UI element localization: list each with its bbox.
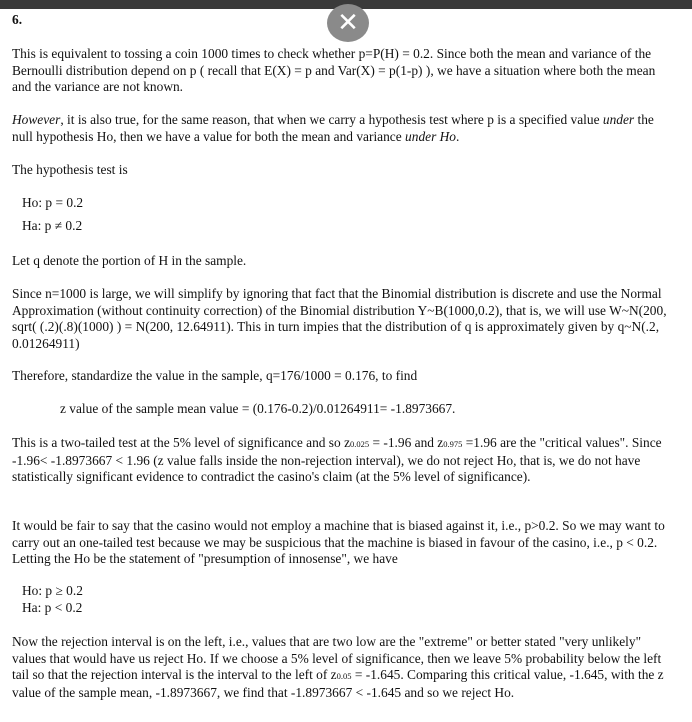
subscript-005: 0.05 [336,671,352,682]
paragraph-two-tailed [12,435,672,486]
however-text-2: , it is also true, for the same reason, that when we carry a hypothesis test where p is a specified value [60,112,603,127]
subscript-0025: 0.025 [350,439,370,449]
alt-hypothesis-1: Ha: p ≠ 0.2 [22,218,83,233]
under-ho-text: under Ho [405,128,457,144]
paragraph-test-intro: The hypothesis test is [12,162,128,177]
subscript-0975: 0.975 [443,439,463,449]
null-hypothesis-1: Ho: p = 0.2 [22,195,84,210]
z-value-equation: z value of the sample mean value = (0.176-0.2)/0.01264911= -1.8973667. [60,401,456,416]
two-tailed-text-2: = -1.96 and z [369,435,444,450]
paragraph-standardize: Therefore, standardize the value in the sample, q=176/1000 = 0.176, to find [12,368,418,383]
two-tailed-text: This is a two-tailed test at the 5% level of significance and so z [12,435,351,450]
two-tailed-text-3: =1.96 are the "critical values". Since -1.96< -1.8973667 < 1.96 (z value falls inside the non-rejection interval), we do not reject Ho, that is, we do not have statistically significant evidence to contradict the casino's claim (at the 5% level of significance). [12,435,662,485]
paragraph-normal-approx: Since n=1000 is large, we will simplify by ignoring that fact that the Binomial distribution is discrete and use the Normal Approximation (without continuity correction) of the Binomial distribution Y~B(1000,0.2), that is, we will use W~N(200, sqrt( (.2)(.8)(1000) ) = N(200, 12.64911). This in turn impies that the distribution of q is approximately given by q~N(.2, 0.01264911) [12,286,667,351]
under-text: under [602,112,635,127]
paragraph-intro: This is equivalent to tossing a coin 1000 times to check whether p=P(H) = 0.2. Since both the mean and variance of the Bernoulli distribution depend on p ( recall that E(X) = p and Var(X) = p(1-p) ), we have a situation where both the mean and the variance are not known. [12,46,656,95]
close-icon: ✕ [337,8,359,38]
paragraph-one-tailed: It would be fair to say that the casino would not employ a machine that is biased against it, i.e., p>0.2. So we may want to carry out an one-tailed test because we may be suspicious that the machine is biased in favour of the casino, i.e., p < 0.2. Letting the Ho be the statement of "presumption of innosense", we have [12,518,665,567]
paragraph-rejection [12,634,672,701]
alt-hypothesis-2: Ha: p < 0.2 [22,600,83,615]
problem-number: 6. [12,12,23,27]
rejection-text: Now the rejection interval is on the left, i.e., values that are two low are the "extreme" or better stated "very unlikely" values that would have us reject Ho. If we choose a 5% level of significance, then we leave 5% probability below the left tail so that the rejection interval is the interval to the left of z [12,634,662,683]
paragraph-however [12,112,672,145]
paragraph-let-q: Let q denote the portion of H in the sample. [12,253,247,268]
rejection-text-2: = -1.645. Comparing this critical value, -1.645, with the z value of the sample mean, -1.8973667, we find that -1.8973667 < -1.645 and so we reject Ho. [12,667,664,700]
however-text-3: the null hypothesis Ho, then we have a value for both the mean and variance [12,112,654,144]
however-text: However [12,112,61,127]
null-hypothesis-2: Ho: p ≥ 0.2 [22,583,83,598]
however-text-4: . [456,128,460,144]
